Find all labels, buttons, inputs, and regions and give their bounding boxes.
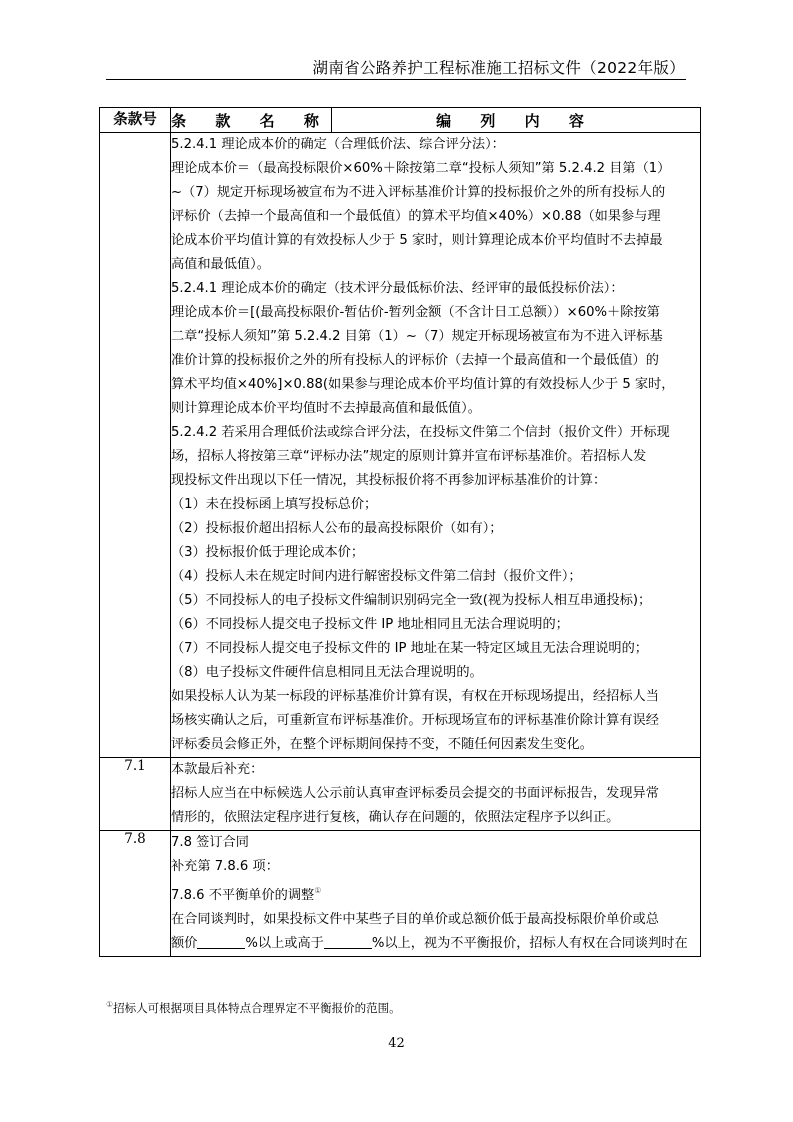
- table-row: [100, 133, 701, 758]
- content-line: 论成本价平均值计算的有效投标人少于 5 家时，则计算理论成本价平均值时不去掉最: [171, 233, 663, 248]
- content-line: 招标人应当在中标候选人公示前认真审查评标委员会提交的书面评标报告，发现异常: [171, 786, 659, 801]
- content-line: 高值和最低值）。: [171, 257, 270, 272]
- content-line: ~（7）规定开标现场被宣布为不进入评标基准价计算的投标报价之外的所有投标人的: [171, 185, 666, 200]
- content-line: 5.2.4.2 若采用合理低价法或综合评分法，在投标文件第二个信封（报价文件）开标现: [171, 425, 670, 440]
- content-line: 算术平均值×40%]×0.88(如果参与理论成本价平均值计算的有效投标人少于 5 家时，: [171, 377, 675, 392]
- content-line: 如果投标人认为某一标段的评标基准价计算有误，有权在开标现场提出，经招标人当: [171, 689, 659, 704]
- content-line: 在合同谈判时，如果投标文件中某些子目的单价或总额价低于最高投标限价单价或总: [171, 912, 659, 927]
- content-line: 二章“投标人须知”第 5.2.4.2 目第（1）~（7）规定开标现场被宣布为不进入评标基: [171, 329, 663, 344]
- content-line: 理论成本价＝[(最高投标限价-暂估价-暂列金额（不含计日工总额））×60%＋除按第: [171, 305, 660, 320]
- list-item: （4）投标人未在规定时间内进行解密投标文件第二信封（报价文件）；: [171, 569, 582, 584]
- col-header-clause-no: 条款号: [100, 108, 171, 133]
- col-header-clause-name: 条 款 名 称: [171, 111, 331, 130]
- clause-content: [171, 133, 701, 758]
- content-line: 额价 %以上或高于 %以上，视为不平衡报价，招标人有权在合同谈判时在: [171, 932, 700, 956]
- footnote: [106, 1000, 401, 1016]
- content-line: 评标委员会修正外，在整个评标期间保持不变，不随任何因素发生变化。: [171, 737, 593, 752]
- content-line: 5.2.4.1 理论成本价的确定（技术评分最低标价法、经评审的最低投标价法）：: [171, 281, 624, 296]
- page-number: 42: [388, 1036, 405, 1051]
- fill-in-blank[interactable]: [324, 933, 372, 949]
- clause-content: [171, 831, 701, 957]
- footnote-mark: ①: [106, 1000, 114, 1009]
- footnote-ref: ①: [314, 886, 322, 895]
- content-line: 场核实确认之后，可重新宣布评标基准价。开标现场宣布的评标基准价除计算有误经: [171, 713, 659, 728]
- clause-content: [171, 758, 701, 831]
- table-row: [100, 831, 701, 957]
- content-line: 评标价（去掉一个最高值和一个最低值）的算术平均值×40%）×0.88（如果参与理: [171, 209, 661, 224]
- content-line: [171, 879, 700, 908]
- content-line: 现投标文件出现以下任一情况，其投标报价将不再参加评标基准价的计算：: [171, 473, 607, 488]
- list-item: （6）不同投标人提交电子投标文件 IP 地址相同且无法合理说明的；: [171, 617, 569, 632]
- list-item: （1）未在投标函上填写投标总价；: [171, 497, 378, 512]
- header-rule: [106, 79, 686, 80]
- clause-table: [99, 107, 701, 957]
- col-header-content: 编 列 内 容: [436, 111, 596, 130]
- content-line: 场，招标人将按第三章“评标办法”规定的原则计算并宣布评标基准价。若招标人发: [171, 449, 647, 464]
- list-item: （3）投标报价低于理论成本价；: [171, 545, 365, 560]
- content-line: 则计算理论成本价平均值时不去掉最高值和最低值）。: [171, 401, 481, 416]
- list-item: （5）不同投标人的电子投标文件编制识别码完全一致(视为投标人相互串通投标)；: [171, 593, 652, 608]
- clause-number: [100, 133, 171, 758]
- table-row: [100, 758, 701, 831]
- content-line: 5.2.4.1 理论成本价的确定（合理低价法、综合评分法）：: [171, 137, 505, 152]
- list-item: （8）电子投标文件硬件信息相同且无法合理说明的。: [171, 665, 483, 680]
- clause-number: 7.8: [100, 831, 171, 957]
- list-item: （2）投标报价超出招标人公布的最高投标限价（如有）；: [171, 521, 503, 536]
- content-line: 理论成本价＝（最高投标限价×60%＋除按第二章“投标人须知”第 5.2.4.2 目第（1）: [171, 161, 671, 176]
- footnote-text: 招标人可根据项目具体特点合理界定不平衡报价的范围。: [113, 1001, 401, 1015]
- list-item: （7）不同投标人提交电子投标文件的 IP 地址在某一特定区域且无法合理说明的；: [171, 641, 648, 656]
- content-line: 本款最后补充：: [171, 762, 264, 777]
- content-line: 准价计算的投标报价之外的所有投标人的评标价（去掉一个最高值和一个最低值）的: [171, 353, 659, 368]
- content-line: 情形的，依照法定程序进行复核，确认存在问题的，依照法定程序予以纠正。: [171, 810, 620, 825]
- page-header-title: 湖南省公路养护工程标准施工招标文件（2022年版）: [312, 59, 685, 77]
- clause-number: 7.1: [100, 758, 171, 831]
- subclause-title: 7.8.6 不平衡单价的调整: [171, 888, 315, 903]
- content-line: 补充第 7.8.6 项：: [171, 859, 279, 874]
- content-line: 7.8 签订合同: [171, 835, 249, 850]
- fill-in-blank[interactable]: [197, 933, 245, 949]
- table-header-row: [100, 108, 701, 133]
